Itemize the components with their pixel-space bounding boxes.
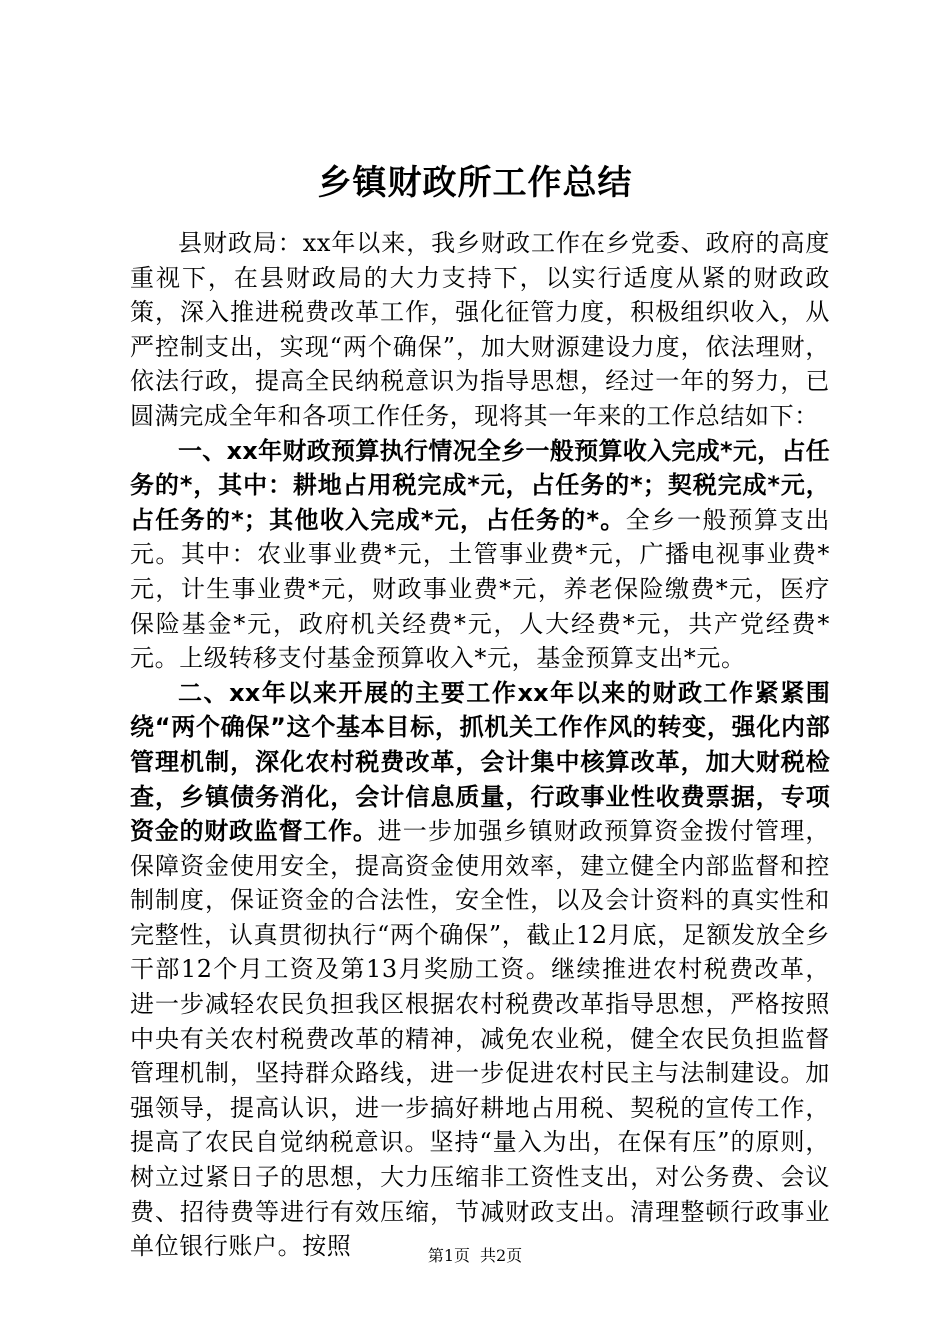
section-two-heading: 二、xx年以来开展的主要工作xx年以来的财政工作紧紧围绕“两个确保”这个基本目标，抓机关工作作风的转变，强化内部管理机制，深化农村税费改革，会计集中核算改革，加大财税检查，乡镇债务消化，会计信息质量，行政事业性收费票据，专项资金的财政监督工作。 — [130, 678, 830, 846]
section-one-heading: 一、xx年财政预算执行情况全乡一般预算收入完成*元，占任务的*，其中：耕地占用税完成*元，占任务的*；契税完成*元，占任务的*；其他收入完成*元，占任务的*。 — [130, 436, 830, 534]
paragraph-section-one — [130, 434, 830, 676]
paragraph-intro-text: 县财政局：xx年以来，我乡财政工作在乡党委、政府的高度重视下，在县财政局的大力支持下，以实行适度从紧的财政政策，深入推进税费改革工作，强化征管力度，积极组织收入，从严控制支出，实现“两个确保”，加大财源建设力度，依法理财，依法行政，提高全民纳税意识为指导思想，经过一年的努力，已圆满完成全年和各项工作任务，现将其一年来的工作总结如下： — [130, 229, 830, 430]
paragraph-intro — [130, 226, 830, 434]
section-one-text: 全乡一般预算支出元。其中：农业事业费*元，土管事业费*元，广播电视事业费*元，计生事业费*元，财政事业费*元，养老保险缴费*元，医疗保险基金*元，政府机关经费*元，人大经费*元，共产党经费*元。上级转移支付基金预算收入*元，基金预算支出*元。 — [130, 505, 830, 673]
section-two-text: 进一步加强乡镇财政预算资金拨付管理，保障资金使用安全，提高资金使用效率，建立健全内部监督和控制制度，保证资金的合法性，安全性，以及会计资料的真实性和完整性，认真贯彻执行“两个确保”，截止12月底，足额发放全乡干部12个月工资及第13月奖励工资。继续推进农村税费改革，进一步减轻农民负担我区根据农村税费改革指导思想，严格按照中央有关农村税费改革的精神，减免农业税，健全农民负担监督管理机制，坚持群众路线，进一步促进农村民主与法制建设。加强领导，提高认识，进一步搞好耕地占用税、契税的宣传工作，提高了农民自觉纳税意识。坚持“量入为出，在保有压”的原则，树立过紧日子的思想，大力压缩非工资性支出，对公务费、会议费、招待费等进行有效压缩，节减财政支出。清理整顿行政事业单位银行账户。按照 — [130, 817, 830, 1261]
document-body — [130, 226, 830, 1264]
paragraph-section-two — [130, 676, 830, 1264]
page-total: 共2页 — [480, 1246, 523, 1265]
page-footer — [0, 1245, 950, 1267]
page-number: 第1页 — [427, 1246, 470, 1265]
document-title: 乡镇财政所工作总结 — [317, 163, 633, 203]
